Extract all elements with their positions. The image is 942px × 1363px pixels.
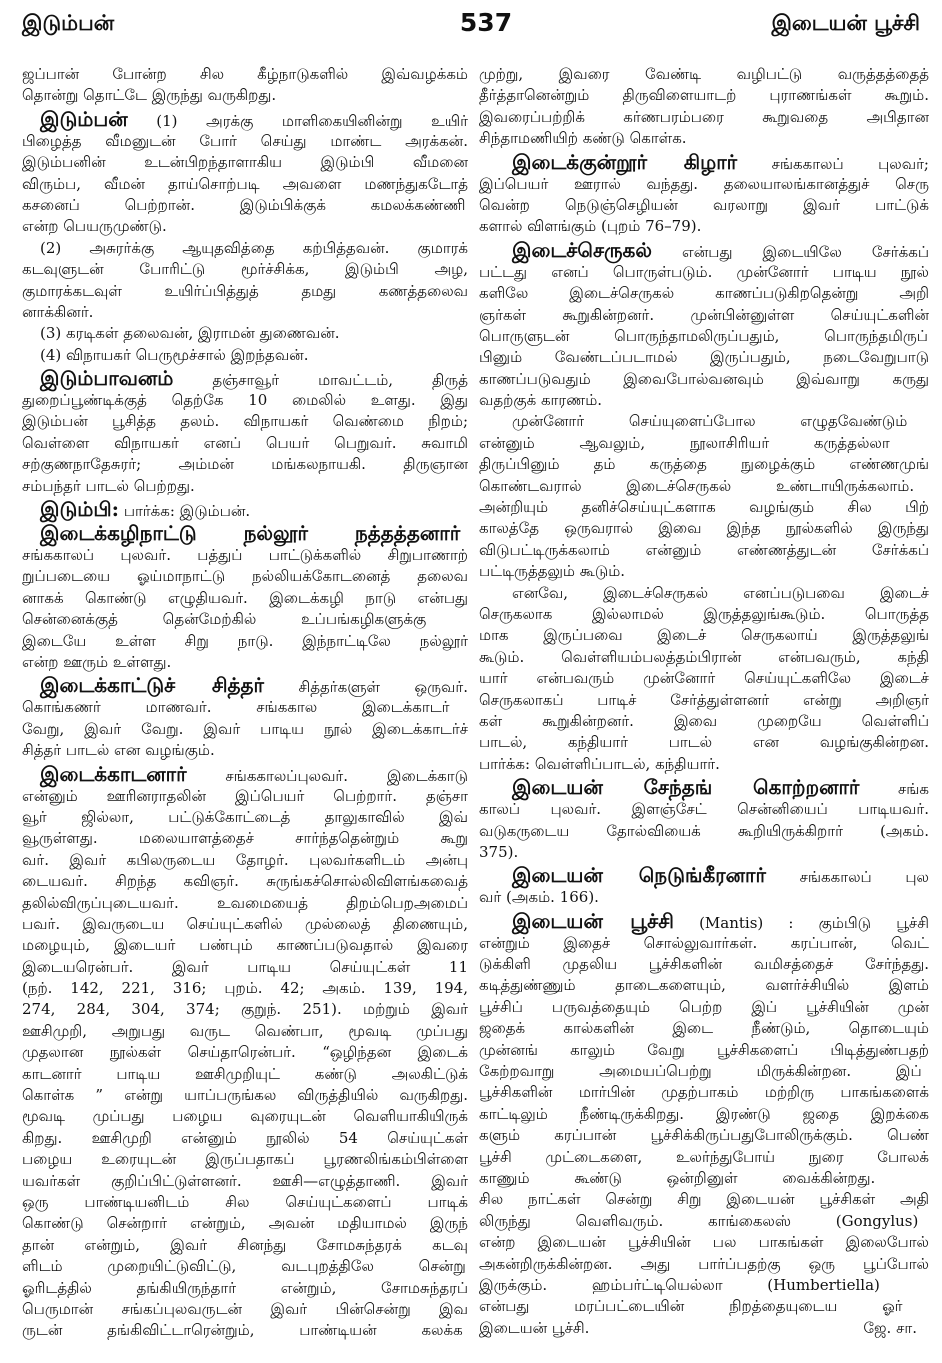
text-line — [479, 454, 929, 475]
line-text: என்றும் இதைச் சொல்லுவார்கள். கரப்பான், வெட் — [479, 933, 929, 952]
text-line — [22, 195, 468, 216]
text-line — [479, 497, 929, 518]
text-line — [22, 1278, 468, 1299]
text-line — [22, 978, 468, 999]
line-text: தஞ்சாவூர் மாவட்டம், திருத் — [212, 371, 468, 390]
text-line — [22, 411, 468, 432]
text-line — [479, 283, 929, 304]
text-line — [22, 1064, 468, 1085]
text-line — [479, 997, 929, 1018]
line-text: இடையே உள்ள சிறு நாடு. இந்நாட்டிலே நல்லூர் — [22, 631, 468, 650]
line-text: னாகக் கொண்டு எழுதியவர். இடைக்கழி நாடு என்பது — [22, 588, 468, 607]
text-line — [22, 85, 468, 106]
text-line — [22, 871, 468, 892]
line-text: தீர்த்தானென்றும் திருவிளையாடற் புராணங்கள் கூறும். — [479, 86, 929, 105]
entry-heading: இடும்பாவனம் — [40, 366, 174, 391]
line-text: எனவே, இடைச்செருகல் எனப்படுபவை இடைச் — [512, 583, 929, 602]
text-line — [479, 821, 929, 842]
line-text: ஞர்கள் கூறுகின்றனர். முன்பின்னுள்ள செய்யுட்களின் — [479, 305, 929, 324]
text-line — [22, 323, 468, 344]
line-text: வூர் ஜில்லா, பட்டுக்கோட்டைத் தாலுகாவில் இவ் — [22, 807, 468, 826]
line-text: இடையரென்பர். இவர் பாடிய செய்யுட்கள் 11 — [22, 957, 468, 976]
line-text: இவரைப்பற்றிக் கர்ணபரம்பரை கூறுவதை அபிதான — [479, 107, 929, 126]
text-line — [22, 107, 468, 131]
line-text: வர் (அகம். 166). — [479, 888, 599, 907]
line-text: காணப்படுவதும் இவைபோல்வனவும் இவ்வாறு கருது — [479, 369, 929, 388]
text-line — [479, 561, 929, 582]
encyclopedia-entry — [479, 150, 929, 238]
line-text: என்பது இடையிலே சேர்க்கப் — [682, 242, 929, 261]
text-line — [22, 545, 468, 566]
text-line — [22, 719, 468, 740]
text-line — [22, 914, 468, 935]
text-line — [22, 1320, 468, 1341]
text-line — [479, 150, 929, 174]
line-text: விரும்ப, வீமன் தாய்சொற்படி அவளை மணந்துகடோத் — [22, 174, 468, 193]
line-text: சித்தர் பாடல் என வழங்கும். — [22, 741, 215, 760]
line-text: காடனார் பாடிய ஊசிமுறியுட் கண்டு அலகிட்டுக் — [22, 1064, 468, 1083]
line-text: கூடும். வெள்ளியம்பலத்தம்பிரான் என்பவரும், கந்தி — [479, 647, 929, 666]
line-text: விடுபட்டிருக்கலாம் என்னும் எண்ணத்துடன் சேர்க்கப் — [479, 540, 929, 559]
line-text: இடையன் பூச்சி. — [479, 1318, 590, 1337]
text-line — [479, 195, 929, 216]
line-text: கொண்டவரால் இடைச்செருகல் உண்டாயிருக்கலாம். — [479, 476, 915, 495]
text-line — [22, 697, 468, 718]
text-line — [22, 366, 468, 390]
line-text: பினும் வேண்டப்படாமல் இருப்பதும், நடைவேறுபாடு — [479, 348, 929, 367]
paragraph — [22, 345, 468, 366]
paragraph — [22, 64, 468, 107]
text-line — [22, 1213, 468, 1234]
text-line — [479, 1147, 929, 1168]
line-text: கேற்றவாறு அமையப்பெற்று மிருக்கின்றன. இப் — [479, 1062, 922, 1081]
text-line — [22, 454, 468, 475]
encyclopedia-entry — [22, 762, 468, 1342]
line-text: என்ற இடையன் பூச்சியின் பல பாகங்கள் இலைபோல் — [479, 1233, 929, 1252]
text-line — [22, 1085, 468, 1106]
entry-heading: இடும்பன் — [40, 106, 128, 131]
line-text: யவர்கள் குறிப்பிட்டுள்ளனர். ஊசி—எழுத்தாணி. இவர் — [22, 1171, 468, 1190]
line-text: பூச்சி முட்டைகளை, உலர்ந்துபோய் நுரை போலக் — [479, 1147, 929, 1166]
text-line — [479, 754, 929, 775]
text-line — [22, 345, 468, 366]
text-line — [22, 957, 468, 978]
text-line — [479, 326, 929, 347]
text-line — [22, 609, 468, 630]
text-line — [22, 152, 468, 173]
line-text: 375). — [479, 842, 519, 861]
line-text: கடித்துண்ணும் தாடைகளையும், வளர்ச்சியில் இளம் — [479, 976, 929, 995]
text-line — [479, 975, 929, 996]
line-text: சங்க — [897, 780, 929, 799]
line-text: பொருளுடன் பொருந்தாமலிருப்பதும், பொருந்தமிருப் — [479, 326, 928, 345]
text-line — [479, 518, 929, 539]
text-line — [479, 262, 929, 283]
line-text: ஓரிடத்தில் தங்கியிருந்தார் என்றும், சோமசுந்தரப் — [22, 1278, 468, 1297]
text-line — [479, 1296, 929, 1317]
text-line — [22, 259, 468, 280]
text-line — [479, 390, 929, 411]
line-text: லிருந்து வெளிவரும். காங்கைலஸ் (Gongylus) — [479, 1211, 919, 1230]
line-text: 274, 284, 304, 374; குறுந். 251). மற்றும் இவர் — [22, 1000, 468, 1019]
line-text: காலத்தே ஒருவரால் இவை இந்த நூல்களில் இருந்து — [479, 519, 929, 538]
text-line — [479, 711, 929, 732]
text-line — [22, 786, 468, 807]
text-line — [479, 1189, 929, 1210]
line-text: இடும்பனின் உடன்பிறந்தாளாகிய இடும்பி வீமனை — [22, 153, 468, 172]
line-text: பார்க்க: இடும்பன். — [123, 502, 251, 521]
text-line — [22, 476, 468, 497]
line-text: (3) கரடிகள் தலைவன், இராமன் துணைவன். — [40, 324, 340, 343]
text-line — [479, 1168, 929, 1189]
text-line — [479, 690, 929, 711]
text-column — [22, 64, 468, 1342]
text-line — [22, 1128, 468, 1149]
line-text: கொங்கணர் மாணவர். சங்ககால இடைக்காடர் — [22, 698, 450, 717]
encyclopedia-entry — [22, 521, 468, 673]
text-line — [479, 1211, 929, 1232]
text-line — [479, 174, 929, 195]
line-text: செருகலாக இல்லாமல் இருத்தலுங்கூடும். பொருத்த — [479, 604, 929, 623]
line-text: பெருமான் சங்கப்புலவருடன் இவர் பின்சென்று இவ — [22, 1299, 468, 1318]
text-line — [479, 799, 929, 820]
text-line — [22, 740, 468, 761]
line-text: களிலே இடைச்செருகல் காணப்படுகிறதென்று அறி — [479, 284, 929, 303]
line-text: மாக இருப்பவை இடைச் செருகலாய் இருத்தலுங் — [479, 626, 929, 645]
text-line — [22, 850, 468, 871]
encyclopedia-entry — [22, 673, 468, 761]
text-line — [479, 85, 929, 106]
text-line — [479, 1061, 929, 1082]
line-text: சித்தர்களுள் ஒருவர். — [298, 678, 468, 697]
line-text: வெள்ளை விநாயகர் எனப் பெயர் பெறுவர். சுவாமி — [22, 433, 468, 452]
text-line — [22, 1149, 468, 1170]
encyclopedia-entry — [22, 497, 468, 521]
text-line — [479, 842, 929, 863]
encyclopedia-entry — [479, 238, 929, 412]
line-text: சங்ககாலப் புல — [799, 868, 929, 887]
line-text: ஊசிமுறி, அறுபது வருட வெண்பா, மூவடி முப்பது — [22, 1021, 468, 1040]
line-text: என்ற ஊரும் உள்ளது. — [22, 652, 172, 671]
text-line — [22, 828, 468, 849]
text-line — [22, 1106, 468, 1127]
paragraph — [22, 238, 468, 324]
line-text: களும் கரப்பான் பூச்சிக்கிருப்பதுபோலிருக்கும். பெண் — [479, 1126, 929, 1145]
text-line — [22, 238, 468, 259]
text-line — [22, 588, 468, 609]
line-text: குமாரக்கடவுள் உயிர்ப்பித்துத் தமது கணத்தலைவ — [22, 281, 468, 300]
line-text: மூவடி முப்பது பழைய வுரையுடன் வெளியாகியிருக் — [22, 1107, 468, 1126]
running-head-left: இடும்பன் — [22, 10, 115, 35]
text-line — [479, 64, 929, 85]
line-text: ஜப்பான் போன்ற சில கீழ்நாடுகளில் இவ்வழக்கம் — [22, 65, 468, 83]
text-line — [22, 807, 468, 828]
text-line — [479, 347, 929, 368]
text-line — [22, 216, 468, 237]
entry-heading: இடைக்குன்றூர் கிழார் — [512, 149, 738, 174]
text-line — [22, 390, 468, 411]
text-line — [479, 305, 929, 326]
text-line — [22, 1192, 468, 1213]
text-line — [22, 673, 468, 697]
encyclopedia-entry — [22, 366, 468, 497]
line-text: செருகலாகப் பாடிச் சேர்த்துள்ளனர் என்று அறிஞர் — [479, 690, 929, 709]
text-line — [22, 131, 468, 152]
text-line — [479, 1318, 929, 1339]
line-text: சங்ககாலப் புலவர்; — [771, 154, 929, 173]
line-text: முற்று, இவரை வேண்டி வழிபட்டு வருத்தத்தைத் — [479, 65, 929, 83]
line-text: பூச்சிப் பருவத்தையும் பெற்ற இப் பூச்சியின் முன் — [479, 997, 929, 1016]
line-text: வென்ற நெடுஞ்செழியன் வரலாறு இவர் பாட்டுக் — [479, 195, 929, 214]
line-text: என்னும் ஊரினராதலின் இப்பெயர் பெற்றார். தஞ்சா — [22, 786, 468, 805]
text-line — [22, 1042, 468, 1063]
entry-heading: இடைக்கழிநாட்டு நல்லூர் நத்தத்தனார் — [40, 521, 461, 546]
line-text: காலப் புலவர். இளஞ்சேட் சென்னியைப் பாடியவர். — [479, 800, 929, 819]
text-line — [479, 1082, 929, 1103]
line-text: ஒரு பாண்டியனிடம் சில செய்யுட்களைப் பாடிக் — [22, 1192, 468, 1211]
author-signature: ஜே. சா. — [863, 1318, 917, 1337]
line-text: ஜதைக் கால்களின் இடை நீண்டும், தொடையும் — [479, 1019, 929, 1038]
line-text: கொண்டு சென்றார் என்றும், அவன் மதியாமல் இருந் — [22, 1214, 468, 1233]
line-text: மழையும், இடையர் பண்பும் காணப்படுவதால் இவரை — [22, 936, 468, 955]
paragraph — [479, 583, 929, 776]
line-text: பட்டது எனப் பொருள்படும். முன்னோர் பாடிய நூல் — [479, 262, 929, 281]
encyclopedia-entry — [479, 909, 929, 1339]
line-text: இருக்கும். ஹம்பர்ட்டியெல்லா (Humbertiella) — [479, 1275, 880, 1294]
text-line — [22, 302, 468, 323]
text-line — [22, 1256, 468, 1277]
text-line — [479, 433, 929, 454]
line-text: அன்றியும் தனிச்செய்யுட்களாக வழங்கும் சில பிற் — [479, 498, 929, 517]
line-text: னாக்கினர். — [22, 302, 94, 321]
text-line — [479, 647, 929, 668]
text-line — [22, 631, 468, 652]
entry-heading: இடையன் சேந்தங் கொற்றனார் — [512, 775, 860, 800]
line-text: தலில்விருப்புடையவர். உவமையைத் திறம்பெறஅமைப் — [22, 893, 468, 912]
line-text: என்பது மரப்பட்டையின் நிறத்தையுடைய ஓர் — [479, 1297, 903, 1316]
line-text: முன்னங் காலும் வேறு பூச்சிகளைப் பிடித்துண்பதற் — [479, 1040, 929, 1059]
text-line — [479, 625, 929, 646]
text-column — [479, 64, 929, 1339]
text-line — [479, 954, 929, 975]
line-text: (4) விநாயகர் பெருமூச்சால் இறந்தவன். — [40, 345, 309, 364]
line-text: முன்னோர் செய்யுளைப்போல எழுதவேண்டும் — [512, 412, 908, 431]
line-text: காட்டிலும் நீண்டிருக்கிறது. இரண்டு ஜதை இறக்கை — [479, 1104, 929, 1123]
page-number: 537 — [459, 8, 513, 37]
entry-heading: இடும்பி: — [40, 497, 120, 522]
text-line — [479, 732, 929, 753]
text-line — [22, 1299, 468, 1320]
text-line — [22, 566, 468, 587]
line-text: சென்னைக்குத் தென்மேற்கில் உப்பங்கழிகளுக்கு — [22, 610, 427, 629]
line-text: (1) அரக்கு மாளிகையினின்று உயிர் — [156, 111, 468, 130]
line-text: யார் என்பவரும் முன்னோர் செய்யுட்களிலே இடைச் — [479, 669, 929, 688]
text-line — [22, 174, 468, 195]
paragraph — [479, 64, 929, 150]
paragraph — [479, 411, 929, 582]
line-text: பாடல், கந்தியார் பாடல் என வழங்குகின்றன. — [479, 733, 929, 752]
line-text: தொன்று தொட்டே இருந்து வருகிறது. — [22, 86, 277, 105]
encyclopedia-entry — [479, 775, 929, 863]
line-text: றுப்படையை ஓய்மாநாட்டு நல்லியக்கோடனைத் தலைவ — [22, 567, 468, 586]
text-line — [479, 1018, 929, 1039]
line-text: சங்ககாலப் புலவர். பத்துப் பாட்டுக்களில் சிறுபாணாற் — [22, 546, 468, 565]
text-line — [22, 999, 468, 1020]
text-line — [479, 476, 929, 497]
text-line — [479, 107, 929, 128]
text-line — [479, 1104, 929, 1125]
line-text: முதலான நூல்கள் செய்தாரென்பர். “ஒழிந்தன இடைக் — [22, 1043, 468, 1062]
line-text: (நற். 142, 221, 316; புறம். 42; அகம். 139, 194, — [22, 979, 468, 998]
text-line — [22, 935, 468, 956]
line-text: பழைய உரையுடன் இருப்பதாகப் பூரணலிங்கம்பிள்ளை — [22, 1150, 468, 1169]
line-text: சற்குணநாதேசுரர்; அம்மன் மங்கலநாயகி. திருஞான — [22, 455, 468, 474]
text-line — [22, 652, 468, 673]
line-text: டையவர். சிறந்த கவிஞர். சுருங்கச்சொல்லிவிளங்கவைத் — [22, 872, 468, 891]
text-line — [479, 1125, 929, 1146]
text-line — [479, 1254, 929, 1275]
line-text: இப்பெயர் ஊரால் வந்தது. தலையாலங்கானத்துச் செரு — [479, 174, 929, 193]
line-text: என்ற பெயருமுண்டு. — [22, 217, 167, 236]
running-head-right: இடையன் பூச்சி — [771, 10, 920, 35]
encyclopedia-entry — [22, 107, 468, 238]
line-text: பிழைத்த வீமனுடன் போர் செய்து மாண்ட அரக்கன். — [22, 131, 468, 150]
text-line — [479, 411, 929, 432]
line-text: கடவுளுடன் போரிட்டு மூர்ச்சிக்க, இடும்பி அழ, — [22, 260, 468, 279]
text-line — [479, 583, 929, 604]
line-text: வர். இவர் கபிலருடைய தோழர். புலவர்களிடம் அன்பு — [22, 850, 468, 869]
line-text: தான் என்றும், இவர் சினந்து சோமசுந்தரக் கடவு — [22, 1235, 468, 1254]
text-line — [22, 1021, 468, 1042]
paragraph — [22, 323, 468, 344]
line-text: சங்ககாலப்புலவர். இடைக்காடு — [225, 766, 468, 785]
line-text: பவர். இவருடைய செய்யுட்களில் முல்லைத் திணையும், — [22, 914, 468, 933]
line-text: சம்பந்தர் பாடல் பெற்றது. — [22, 476, 195, 495]
line-text: களால் விளங்கும் (புறம் 76–79). — [479, 217, 702, 236]
text-line — [479, 1232, 929, 1253]
line-text: ளிடம் முறையிட்டுவிட்டு, வடபுறத்திலே சென்று — [22, 1257, 466, 1276]
line-text: வூருள்ளது. மலையாளத்தைச் சார்ந்ததென்றும் கூறு — [22, 829, 468, 848]
line-text: திருப்பினும் தம் கருத்தை நுழைக்கும் எண்ணமுங் — [479, 455, 929, 474]
text-line — [22, 281, 468, 302]
line-text: காணும் கூண்டு ஒன்றினுள் வைக்கின்றது. — [479, 1168, 876, 1187]
text-line — [479, 887, 929, 908]
line-text: வேறு, இவர் வேறு. இவர் பாடிய நூல் இடைக்காடர்ச் — [22, 719, 468, 738]
text-line — [22, 1171, 468, 1192]
line-text: வடுகருடைய தோல்வியைக் கூறியிருக்கிறார் (அகம். — [479, 821, 929, 840]
line-text: சிந்தாமணியிற் கண்டு கொள்க. — [479, 129, 687, 148]
text-line — [22, 64, 468, 85]
line-text: இடும்பன் பூசித்த தலம். விநாயகர் வெண்மை நிறம்; — [22, 412, 468, 431]
text-line — [22, 893, 468, 914]
text-line — [22, 433, 468, 454]
line-text: பார்க்க: வெள்ளிப்பாடல், கந்தியார். — [479, 754, 720, 773]
text-line — [479, 369, 929, 390]
text-line — [22, 1235, 468, 1256]
line-text: துறைப்பூண்டிக்குத் தெற்கே 10 மைலில் உளது. இது — [22, 391, 468, 410]
line-text: பூச்சிகளின் மார்பின் முதற்பாகம் மற்றிரு பாகங்களைக் — [479, 1083, 929, 1102]
text-line — [479, 863, 929, 887]
text-line — [22, 762, 468, 786]
text-line — [479, 775, 929, 799]
line-text: கள் கூறுகின்றனர். இவை முறையே வெள்ளிப் — [479, 711, 929, 730]
text-line — [479, 216, 929, 237]
line-text: பட்டிருத்தலும் கூடும். — [479, 562, 626, 581]
text-line — [479, 540, 929, 561]
line-text: சில நாட்கள் சென்று சிறு இடையன் பூச்சிகள் அதி — [479, 1190, 929, 1209]
text-line — [479, 933, 929, 954]
line-text: (Mantis) : கும்பிடு பூச்சி — [699, 913, 929, 932]
line-text: அகன்றிருக்கின்றன. அது பார்ப்பதற்கு ஒரு பூப்போல் — [479, 1254, 929, 1273]
text-line — [479, 1275, 929, 1296]
line-text: என்னும் ஆவலும், நூலாசிரியர் கருத்தல்லா — [479, 433, 890, 452]
entry-heading: இடைக்காடனார் — [40, 761, 187, 786]
line-text: டுக்கிளி முதலிய பூச்சிகளின் வமிசத்தைச் சேர்ந்தது. — [479, 955, 929, 974]
line-text: கசனைப் பெற்றான். இடும்பிக்குக் கமலக்கண்ணி — [22, 195, 466, 214]
text-line — [479, 1040, 929, 1061]
text-line — [479, 909, 929, 933]
entry-heading: இடைக்காட்டுச் சித்தர் — [40, 673, 265, 698]
text-line — [479, 128, 929, 149]
entry-heading: இடையன் நெடுங்கீரனார் — [512, 863, 766, 888]
text-line — [22, 521, 468, 545]
entry-heading: இடைச்செருகல் — [512, 237, 652, 262]
line-text: கொள்க ” என்று யாப்பருங்கல விருத்தியில் வருகிறது. — [22, 1086, 468, 1105]
text-line — [479, 668, 929, 689]
line-text: (2) அசுரர்க்கு ஆயுதவித்தை கற்பித்தவன். குமாரக் — [40, 238, 468, 257]
text-line — [22, 497, 468, 521]
encyclopedia-entry — [479, 863, 929, 908]
text-line — [479, 604, 929, 625]
entry-heading: இடையன் பூச்சி — [512, 908, 674, 933]
line-text: கிறது. ஊசிமுறி என்னும் நூலில் 54 செய்யுட்கள் — [22, 1128, 468, 1147]
line-text: ருடன் தங்கிவிட்டாரென்றும், பாண்டியன் கலக்க — [22, 1321, 463, 1340]
text-line — [479, 238, 929, 262]
line-text: வதற்குக் காரணம். — [479, 391, 603, 410]
